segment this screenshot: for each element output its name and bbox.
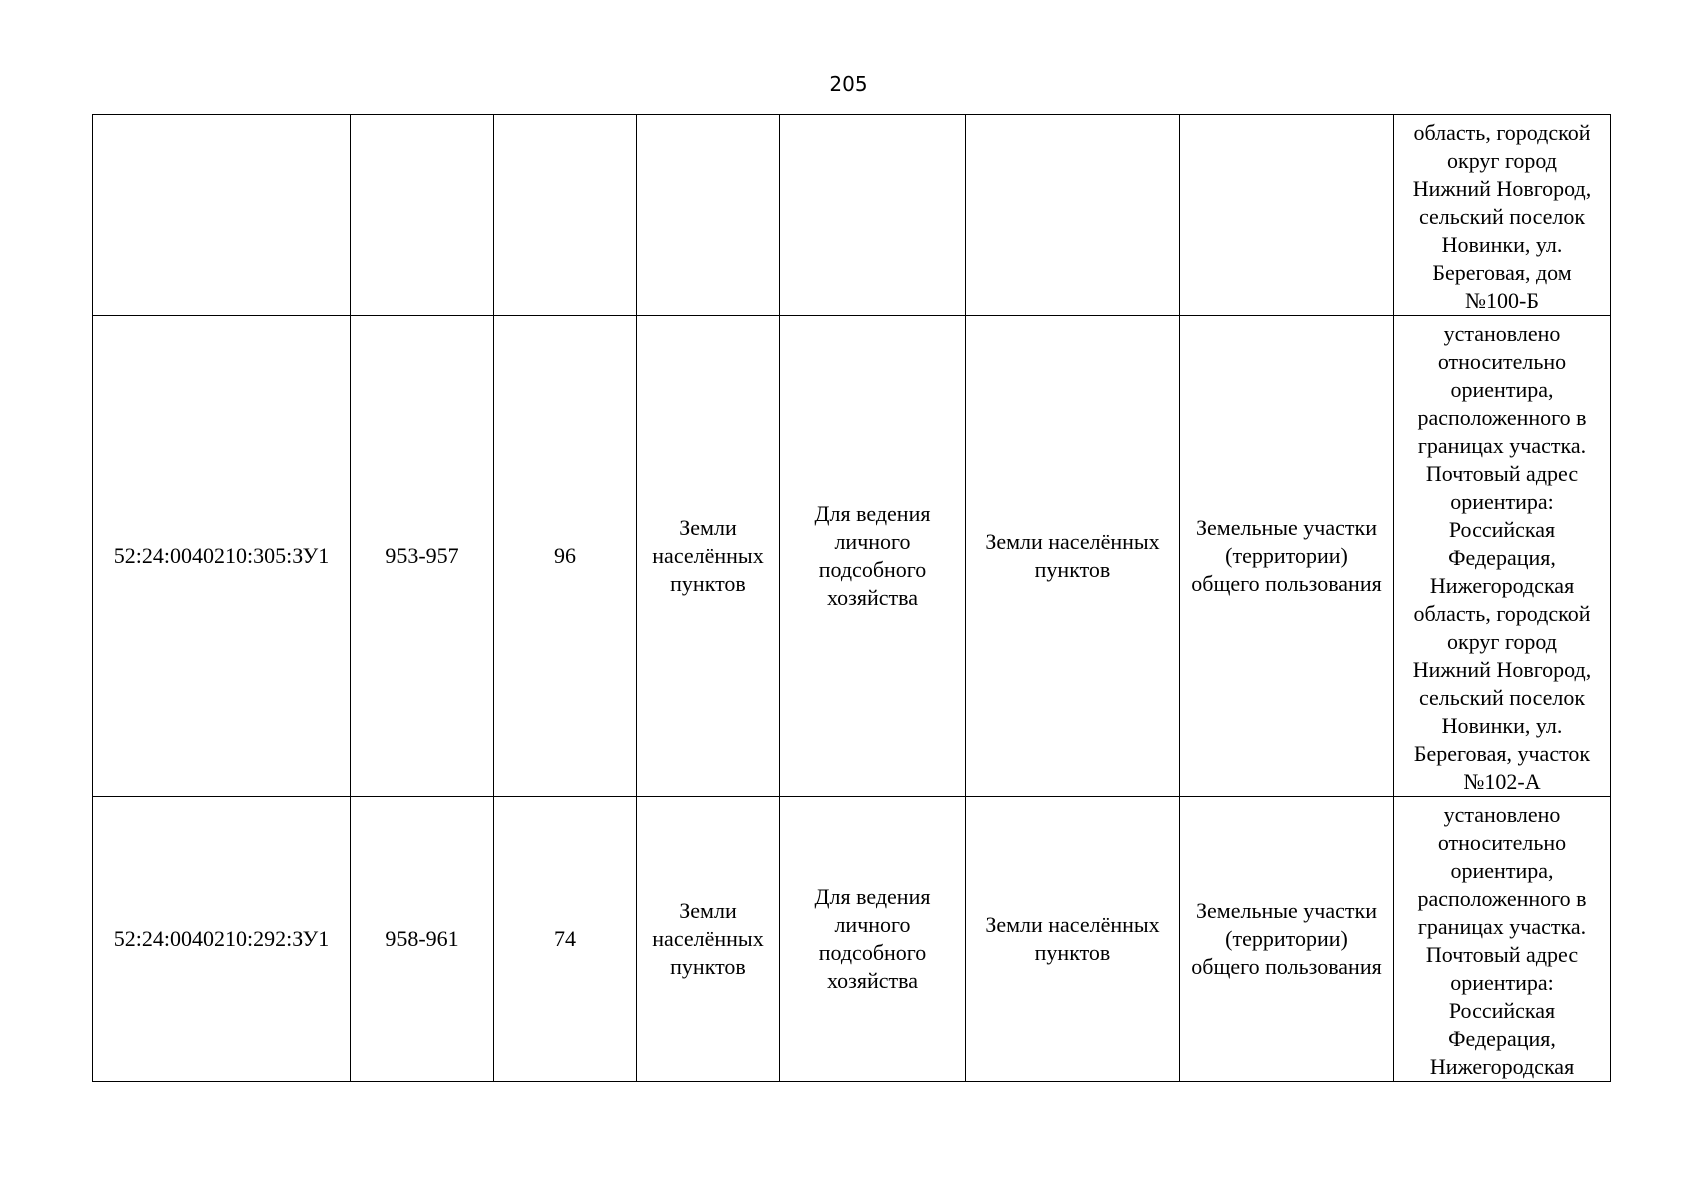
cell-text-line: хозяйства — [827, 585, 918, 610]
cell-text-line: ориентира, — [1450, 377, 1554, 402]
cell-text-line: общего пользования — [1191, 571, 1382, 596]
address-cell — [1394, 316, 1611, 797]
cell-text-line: Для ведения — [814, 501, 931, 526]
points-cell — [351, 115, 494, 316]
cell-text-line: Земли населённых — [985, 529, 1160, 554]
table-row — [93, 316, 1611, 797]
cell-text-line: Российская — [1448, 998, 1556, 1023]
land-plots-table — [92, 114, 1611, 1082]
cell-text-line: Береговая, участок — [1413, 741, 1591, 766]
cell-text-line: установлено — [1443, 321, 1561, 346]
cell-text-line: Новинки, ул. — [1441, 232, 1563, 257]
permitted-use-cell — [780, 316, 966, 797]
cell-text-line: Земельные участки — [1196, 515, 1377, 540]
area-cell: 96 — [494, 316, 637, 797]
cell-text-line: пунктов — [1034, 940, 1111, 965]
cell-text-line: расположенного в — [1417, 886, 1587, 911]
cadastral-number-cell — [93, 115, 351, 316]
permitted-use-cell — [780, 115, 966, 316]
cell-text-line: установлено — [1443, 802, 1561, 827]
cell-text-line: Нижегородская — [1429, 1054, 1575, 1079]
cell-text-line: ориентира: — [1450, 489, 1554, 514]
territorial-zone-cell — [1180, 115, 1394, 316]
address-cell — [1394, 115, 1611, 316]
cell-text-line: Федерация, — [1448, 1026, 1556, 1051]
cadastral-number-cell: 52:24:0040210:305:ЗУ1 — [93, 316, 351, 797]
land-category-2-cell — [966, 316, 1180, 797]
land-category-cell — [637, 316, 780, 797]
cell-text-line: область, городской — [1413, 120, 1591, 145]
area-cell: 74 — [494, 797, 637, 1082]
cell-text-line: область, городской — [1413, 601, 1591, 626]
cell-text-line: личного — [834, 529, 911, 554]
cell-text-line: сельский поселок — [1418, 204, 1586, 229]
cell-text-line: Земли населённых — [985, 912, 1160, 937]
cell-text-line: Российская — [1448, 517, 1556, 542]
cell-text-line: Нижний Новгород, — [1412, 176, 1592, 201]
cell-text-line: Почтовый адрес — [1425, 942, 1579, 967]
territorial-zone-cell — [1180, 316, 1394, 797]
cell-text-line: Земли — [679, 515, 737, 540]
cell-text-line: (территории) — [1225, 543, 1348, 568]
cell-text-line: подсобного — [818, 557, 927, 582]
table-row — [93, 797, 1611, 1082]
cell-text-line: округ город — [1447, 629, 1557, 654]
land-category-2-cell — [966, 115, 1180, 316]
points-cell: 953-957 — [351, 316, 494, 797]
territorial-zone-cell — [1180, 797, 1394, 1082]
table-body — [93, 115, 1611, 1082]
cell-text-line: расположенного в — [1417, 405, 1587, 430]
cell-text-line: (территории) — [1225, 926, 1348, 951]
cell-text-line: Новинки, ул. — [1441, 713, 1563, 738]
land-category-cell — [637, 115, 780, 316]
cell-text-line: общего пользования — [1191, 954, 1382, 979]
cadastral-number-cell: 52:24:0040210:292:ЗУ1 — [93, 797, 351, 1082]
area-cell — [494, 115, 637, 316]
cell-text-line: Земли — [679, 898, 737, 923]
page-number: 205 — [829, 72, 868, 96]
address-cell — [1394, 797, 1611, 1082]
cell-text-line: Для ведения — [814, 884, 931, 909]
cell-text-line: пунктов — [670, 571, 746, 596]
cell-text-line: границах участка. — [1417, 433, 1587, 458]
cell-text-line: Береговая, дом — [1432, 260, 1572, 285]
land-category-cell — [637, 797, 780, 1082]
points-cell: 958-961 — [351, 797, 494, 1082]
table-row — [93, 115, 1611, 316]
cell-text-line: относительно — [1437, 349, 1567, 374]
cell-text-line: Федерация, — [1448, 545, 1556, 570]
cell-text-line: Земельные участки — [1196, 898, 1377, 923]
cell-text-line: ориентира, — [1450, 858, 1554, 883]
cell-text-line: хозяйства — [827, 968, 918, 993]
permitted-use-cell — [780, 797, 966, 1082]
cell-text-line: Почтовый адрес — [1425, 461, 1579, 486]
cell-text-line: подсобного — [818, 940, 927, 965]
cell-text-line: населённых — [652, 543, 764, 568]
cell-text-line: личного — [834, 912, 911, 937]
cell-text-line: пунктов — [1034, 557, 1111, 582]
cell-text-line: населённых — [652, 926, 764, 951]
land-category-2-cell — [966, 797, 1180, 1082]
cell-text-line: ориентира: — [1450, 970, 1554, 995]
cell-text-line: №100-Б — [1465, 288, 1539, 313]
cell-text-line: Нижний Новгород, — [1412, 657, 1592, 682]
cell-text-line: округ город — [1447, 148, 1557, 173]
cell-text-line: №102-А — [1463, 769, 1541, 794]
cell-text-line: Нижегородская — [1429, 573, 1575, 598]
cell-text-line: относительно — [1437, 830, 1567, 855]
cell-text-line: границах участка. — [1417, 914, 1587, 939]
cell-text-line: сельский поселок — [1418, 685, 1586, 710]
cell-text-line: пунктов — [670, 954, 746, 979]
